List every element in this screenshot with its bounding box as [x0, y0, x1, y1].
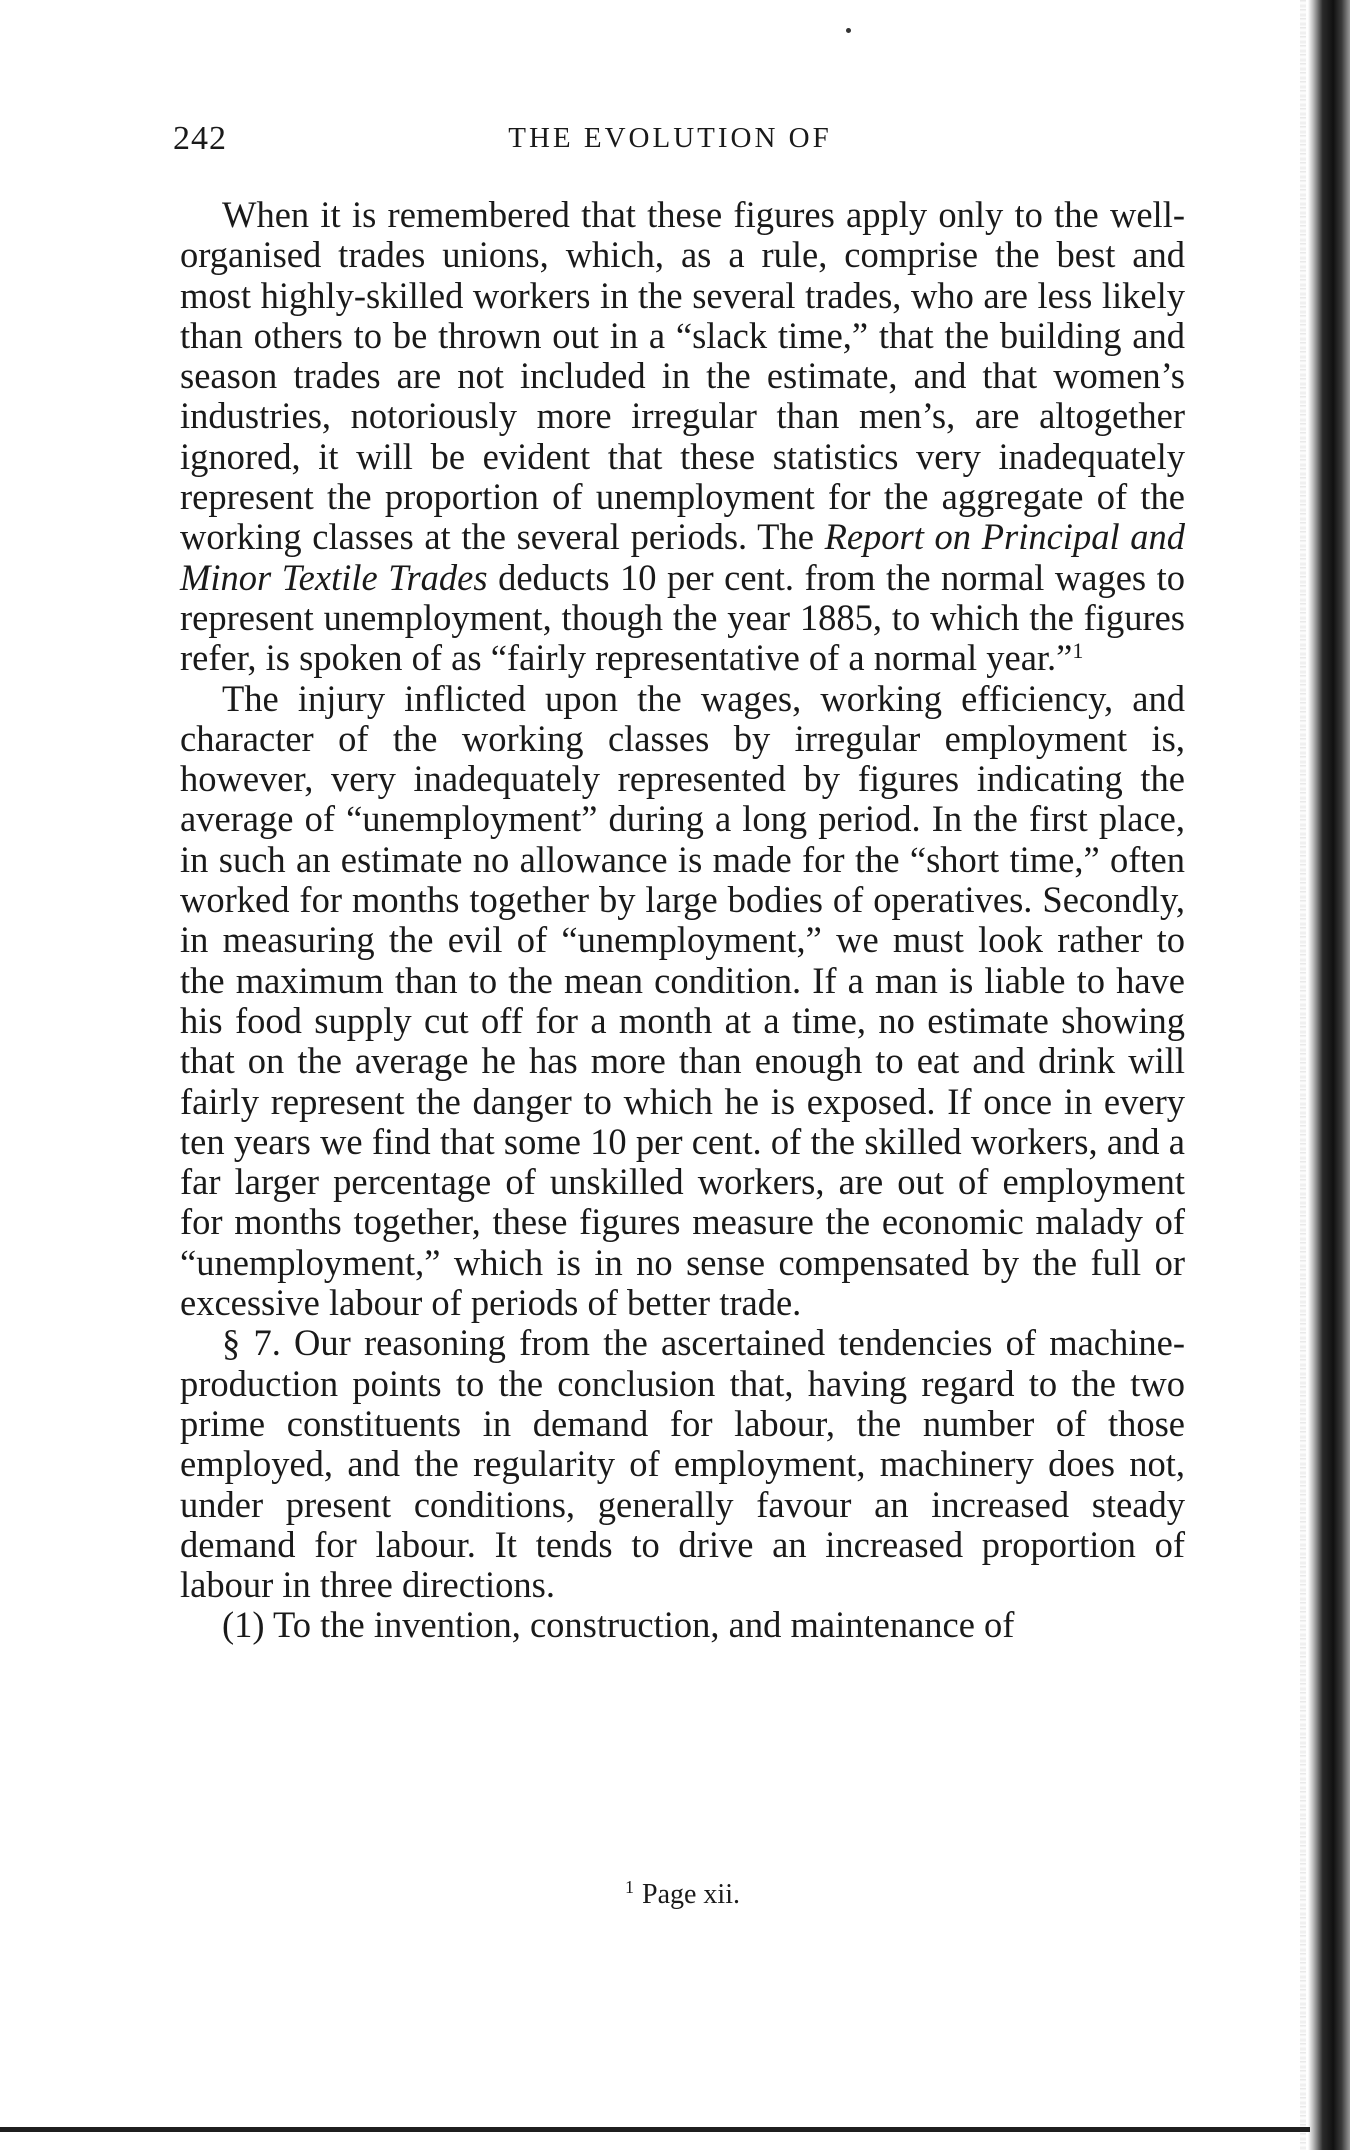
report-title: Report on Principal and Minor Textile Trades: [180, 516, 1185, 598]
footnote: [180, 1877, 1185, 1911]
footnote-reference: 1: [1072, 638, 1084, 664]
page-number: 242: [173, 120, 227, 157]
paragraph-text: When it is remembered that these figures apply only to the well-organised trades unions, which, as a rule, comprise the best and most highly-skilled workers in the several trades, who are less likely than others to be thrown out in a “slack time,” that the building and season trades are not included in the estimate, and that women’s industries, notoriously more irregular than men’s, are altogether ignored, it will be evident that these statistics very inadequately represent the proportion of unemployment for the aggregate of the working classes at the several periods. The: [180, 194, 1185, 558]
paragraph-irregular-employment: The injury inflicted upon the wages, working efficiency, and character of the working classes by irregular employment is, however, very inadequately represented by figures indicating the average of “unemployment” during a long period. In the first place, in such an estimate no allowance is made for the “short time,” often worked for months together by large bodies of operatives. Secondly, in measuring the evil of “unemployment,” we must look rather to the maximum than to the mean condition. If a man is liable to have his food supply cut off for a month at a time, no estimate showing that on the average he has more than enough to eat and drink will fairly represent the danger to which he is exposed. If once in every ten years we find that some 10 per cent. of the skilled workers, and a far larger percentage of unskilled workers, are out of employment for months together, these figures measure the economic malady of “unemployment,” which is in no sense compensated by the full or excessive labour of periods of better trade.: [180, 677, 1185, 1324]
page-edge-shadow: [1300, 0, 1306, 2150]
footnote-mark: 1: [625, 1877, 634, 1897]
page-header: [155, 120, 1185, 170]
footnote-text: Page xii.: [642, 1879, 740, 1910]
scanned-binding-edge: [1308, 0, 1350, 2150]
paragraph-list-item-1: (1) To the invention, construction, and maintenance of: [222, 1604, 1015, 1646]
paragraph-text: deducts 10 per cent. from the normal wages to represent unemployment, though the year 1885, to which the figures refer, is spoken of as “fairly representative of a normal year.”: [180, 556, 1185, 679]
scan-speck: [846, 28, 851, 33]
paragraph-section-7: § 7. Our reasoning from the ascertained tendencies of machine-production points to the conclusion that, having regard to the two prime constituents in demand for labour, the number of those employed, and the regularity of employment, machinery does not, under present conditions, generally favour an increased steady demand for labour. It tends to drive an increased proportion of labour in three directions.: [180, 1322, 1185, 1606]
body-text: [180, 195, 1185, 1646]
running-head: THE EVOLUTION OF: [508, 122, 832, 154]
scan-bottom-edge: [0, 2127, 1310, 2132]
paragraph-unemployment-statistics: [180, 195, 1185, 679]
